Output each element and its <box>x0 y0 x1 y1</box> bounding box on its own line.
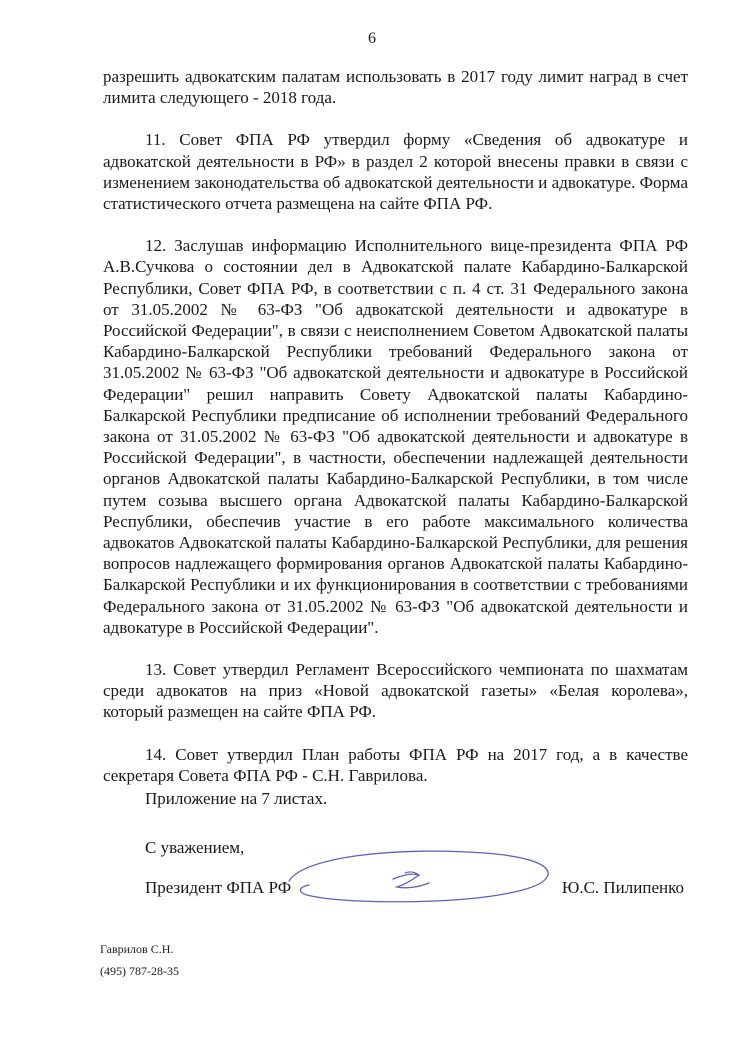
handwritten-signature <box>285 845 555 915</box>
page-number: 6 <box>368 30 376 47</box>
paragraph-item-13: 13. Совет утвердил Регламент Всероссийского чемпионата по шахматам среди адвокатов на приз «Новой адвокатской газеты» «Белая королева», который размещен на сайте ФПА РФ. <box>103 660 688 722</box>
attachment-note: Приложение на 7 листах. <box>145 789 328 808</box>
closing-regards: С уважением, <box>145 838 245 857</box>
paragraph-item-14: 14. Совет утвердил План работы ФПА РФ на 2017 год, а в качестве секретаря Совета ФПА РФ - С.Н. Гаврилова. <box>103 744 688 785</box>
paragraph-continuation: разрешить адвокатским палатам использовать в 2017 году лимит наград в счет лимита следующего - 2018 года. <box>103 67 688 108</box>
executor-name: Гаврилов С.Н. <box>100 942 174 956</box>
executor-phone: (495) 787-28-35 <box>100 964 179 978</box>
signatory-title: Президент ФПА РФ <box>145 878 292 897</box>
paragraph-item-12: 12. Заслушав информацию Исполнительного вице-президента ФПА РФ А.В.Сучкова о состоянии дел в Адвокатской палате Кабардино-Балкарской Республики, Совет ФПА РФ, в соответствии с п. 4 ст. 31 Федерального закона от 31.05.2002 № 63-ФЗ "Об адвокатской деятельности и адвокатуре в Российской Федерации", в связи с неисполнением Советом Адвокатской палаты Кабардино-Балкарской Республики требований Федерального закона от 31.05.2002 № 63-ФЗ "Об адвокатской деятельности и адвокатуре в Российской Федерации" решил направить Совету Адвокатской палаты Кабардино-Балкарской Республики предписание об исполнении требований Федерального закона от 31.05.2002 № 63-ФЗ "Об адвокатской деятельности и адвокатуре в Российской Федерации", в частности, обеспечении надлежащей деятельности органов Адвокатской палаты Кабардино-Балкарской Республики, в том числе путем созыва высшего органа Адвокатской палаты Кабардино-Балкарской Республики, обеспечив участие в его работе максимального количества адвокатов Адвокатской палаты Кабардино-Балкарской Республики, для решения вопросов надлежащего формирования органов Адвокатской палаты Кабардино-Балкарской Республики и их функционирования в соответствии с требованиями Федерального закона от 31.05.2002 № 63-ФЗ "Об адвокатской деятельности и адвокатуре в Российской Федерации". <box>103 236 688 637</box>
document-body <box>103 66 688 807</box>
paragraph-item-11: 11. Совет ФПА РФ утвердил форму «Сведения об адвокатуре и адвокатской деятельности в РФ» в раздел 2 которой внесены правки в связи с изменением законодательства об адвокатской деятельности и адвокатуре. Форма статистического отчета размещена на сайте ФПА РФ. <box>103 130 688 214</box>
signatory-name: Ю.С. Пилипенко <box>561 878 684 897</box>
